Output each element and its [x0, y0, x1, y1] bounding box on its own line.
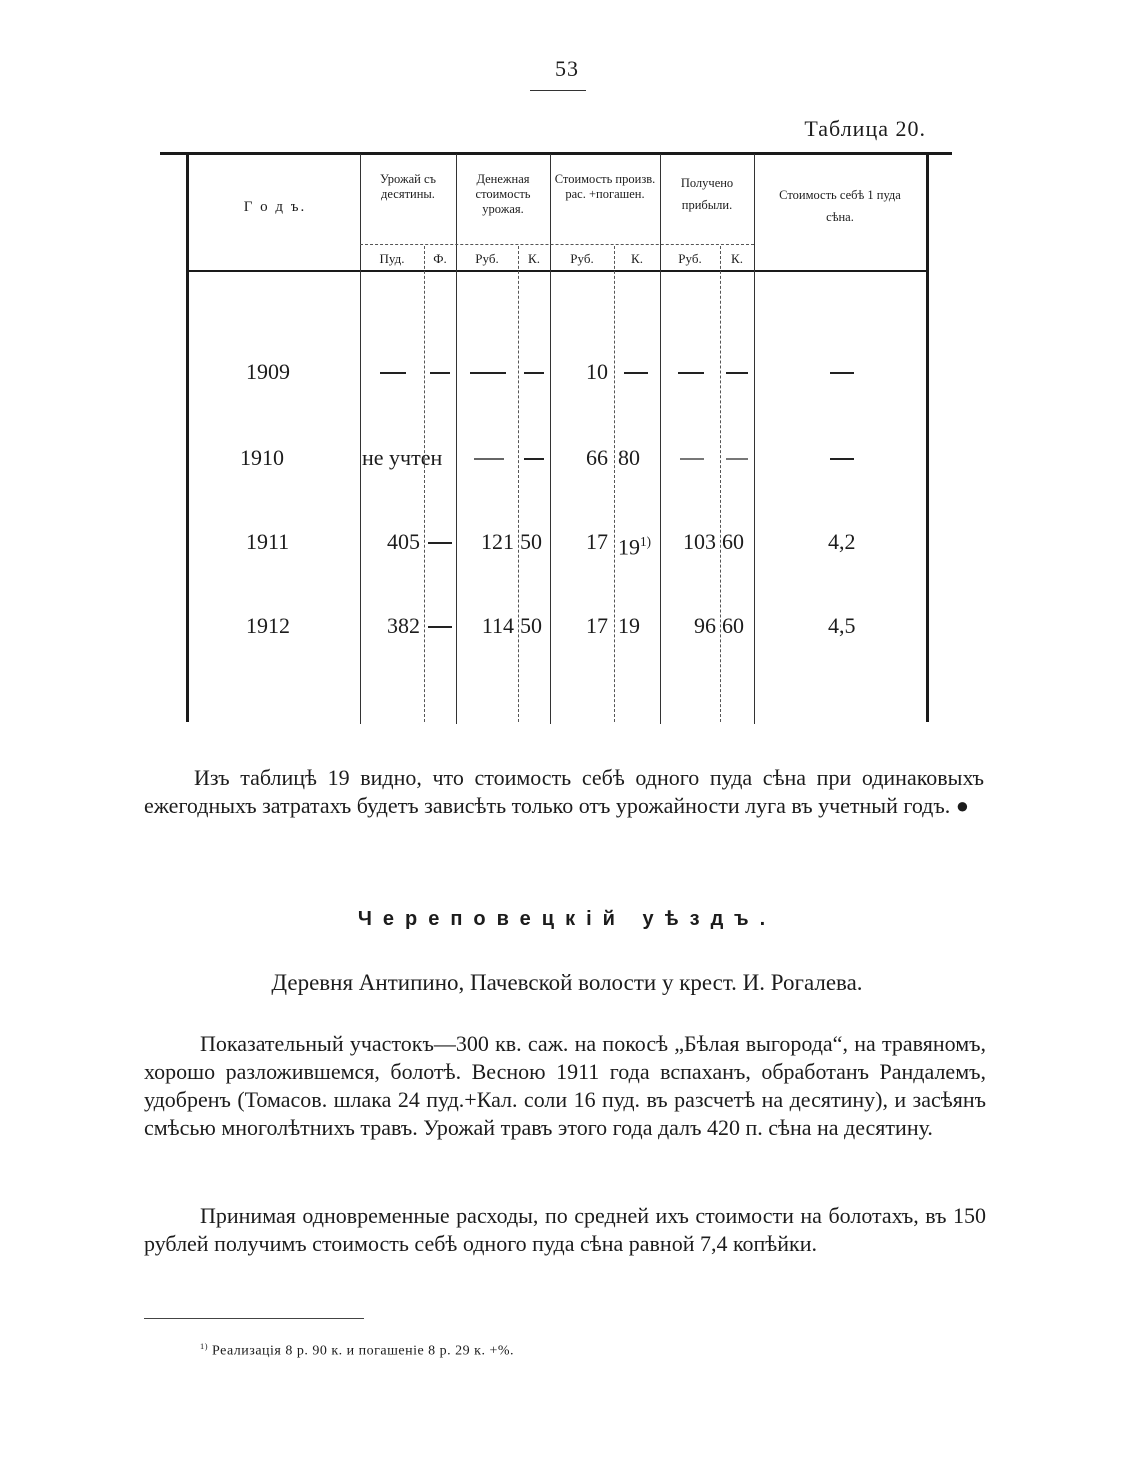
- paragraph: Принимая одновременные расходы, по средней ихъ стоимости на болотахъ, въ 150 рублей получимъ стоимость себѣ одного пуда сѣна равной 7,4 копѣйки.: [144, 1203, 986, 1256]
- paragraph-text: Изъ таблицѣ 19 видно, что стоимость себѣ одного пуда сѣна при одинаковыхъ ежегодныхъ затратахъ будетъ зависѣть только отъ урожайности луга въ учетный годъ.: [144, 765, 984, 818]
- header-money: Денежная стоимость урожая.: [475, 172, 531, 216]
- cell-rub3-dash: [678, 372, 704, 374]
- page-number: 53: [555, 56, 579, 81]
- cell-rub3: 96: [694, 613, 716, 638]
- section-subheading: Деревня Антипино, Пачевской волости у крест. И. Рогалева.: [271, 970, 863, 995]
- cell-rub3-dash: [680, 458, 704, 460]
- cell-rub1-dash: [470, 372, 506, 374]
- table-left-border: [186, 154, 189, 722]
- table-label: Таблица 20.: [804, 116, 926, 141]
- cell-k1-dash: [524, 372, 544, 374]
- page-number-rule: [530, 90, 586, 91]
- header-unit-cost: Стоимость себѣ 1 пуда сѣна.: [779, 188, 901, 224]
- cell-rub1: 121: [481, 529, 514, 554]
- cell-f-dash: [428, 542, 452, 544]
- subheader: К.: [528, 251, 540, 266]
- cell-k1: 50: [520, 613, 542, 638]
- subcol-divider: [424, 246, 425, 722]
- subheader-rule: [360, 244, 754, 245]
- table-top-rule: [160, 152, 952, 155]
- subheader: Пуд.: [379, 251, 405, 266]
- cell-k2-dash: [624, 372, 648, 374]
- col-divider: [754, 154, 755, 724]
- cell-k2: [618, 530, 651, 559]
- subheader: К.: [631, 251, 643, 266]
- subheader: Руб.: [475, 251, 499, 266]
- col-divider: [550, 154, 551, 724]
- cell-pud: 405: [387, 529, 420, 554]
- footnote-rule: [144, 1318, 364, 1319]
- footnote-text: Реализація 8 р. 90 к. и погашеніе 8 р. 29 к. +%.: [211, 1343, 515, 1359]
- cell-k2: 80: [618, 445, 640, 470]
- subcol-divider: [518, 246, 519, 722]
- cell-rub2: 66: [586, 445, 608, 470]
- ink-mark: ●: [955, 793, 970, 818]
- paragraph: [144, 764, 984, 820]
- subheader: Руб.: [678, 251, 702, 266]
- col-divider: [456, 154, 457, 724]
- cell-k3: 60: [722, 529, 744, 554]
- cell-rub1-dash: [474, 458, 504, 460]
- cell-rub2: 17: [586, 613, 608, 638]
- cell-k3-dash: [726, 372, 748, 374]
- footnote: [200, 1342, 514, 1360]
- cell-pud: 382: [387, 613, 420, 638]
- subheader: К.: [731, 251, 743, 266]
- section-heading: Череповецкій уѣздъ.: [357, 908, 777, 930]
- subheader: Ф.: [433, 251, 447, 266]
- cell-year: 1912: [246, 613, 290, 638]
- cell-k2: 19: [618, 613, 640, 638]
- paragraph: Показательный участокъ—300 кв. саж. на покосѣ „Бѣлая выгорода“, на травяномъ, хорошо разложившемся, болотѣ. Весною 1911 года вспаханъ, обработанъ Рандалемъ, удобренъ (Томасов. шлака 24 пуд.+Кал. соли 16 пуд. въ разсчетѣ на десятину), и засѣянъ смѣсью многолѣтнихъ травъ. Урожай травъ этого года далъ 420 п. сѣна на десятину.: [144, 1031, 986, 1140]
- footnote-mark: 1): [200, 1342, 208, 1351]
- table-header-rule: [188, 270, 928, 272]
- cell-f-dash: [430, 372, 450, 374]
- cell-unit: 4,2: [828, 529, 856, 554]
- col-divider: [660, 154, 661, 724]
- cell-rub2: 17: [586, 529, 608, 554]
- cell-unit-dash: [830, 458, 854, 460]
- cell-k2-value: 19: [618, 534, 640, 560]
- cell-year: 1911: [246, 529, 290, 554]
- cell-unit: 4,5: [828, 613, 856, 638]
- cell-f-dash: [428, 626, 452, 628]
- header-profit: Получено прибыли.: [680, 176, 734, 212]
- cell-pud: не учтен: [362, 445, 443, 470]
- table-right-border: [926, 154, 929, 722]
- footnote-ref: 1): [640, 534, 651, 549]
- cell-rub2: 10: [586, 359, 608, 384]
- cell-k3: 60: [722, 613, 744, 638]
- header-yield: Урожай съ десятины.: [380, 172, 436, 201]
- cell-rub1: 114: [481, 613, 514, 638]
- cell-pud-dash: [380, 372, 406, 374]
- cell-k3-dash: [726, 458, 748, 460]
- cell-year: 1910: [240, 445, 284, 470]
- cell-k1: 50: [520, 529, 542, 554]
- data-table: [160, 150, 952, 724]
- header-year: Г о д ъ.: [243, 199, 307, 215]
- cell-k1-dash: [524, 458, 544, 460]
- subheader: Руб.: [570, 251, 594, 266]
- cell-unit-dash: [830, 372, 854, 374]
- cell-year: 1909: [246, 359, 290, 384]
- subcol-divider: [614, 246, 615, 722]
- cell-rub3: 103: [683, 529, 716, 554]
- subcol-divider: [720, 246, 721, 722]
- col-divider: [360, 154, 361, 724]
- header-cost: Стоимость произв. рас. +погашен.: [554, 172, 656, 201]
